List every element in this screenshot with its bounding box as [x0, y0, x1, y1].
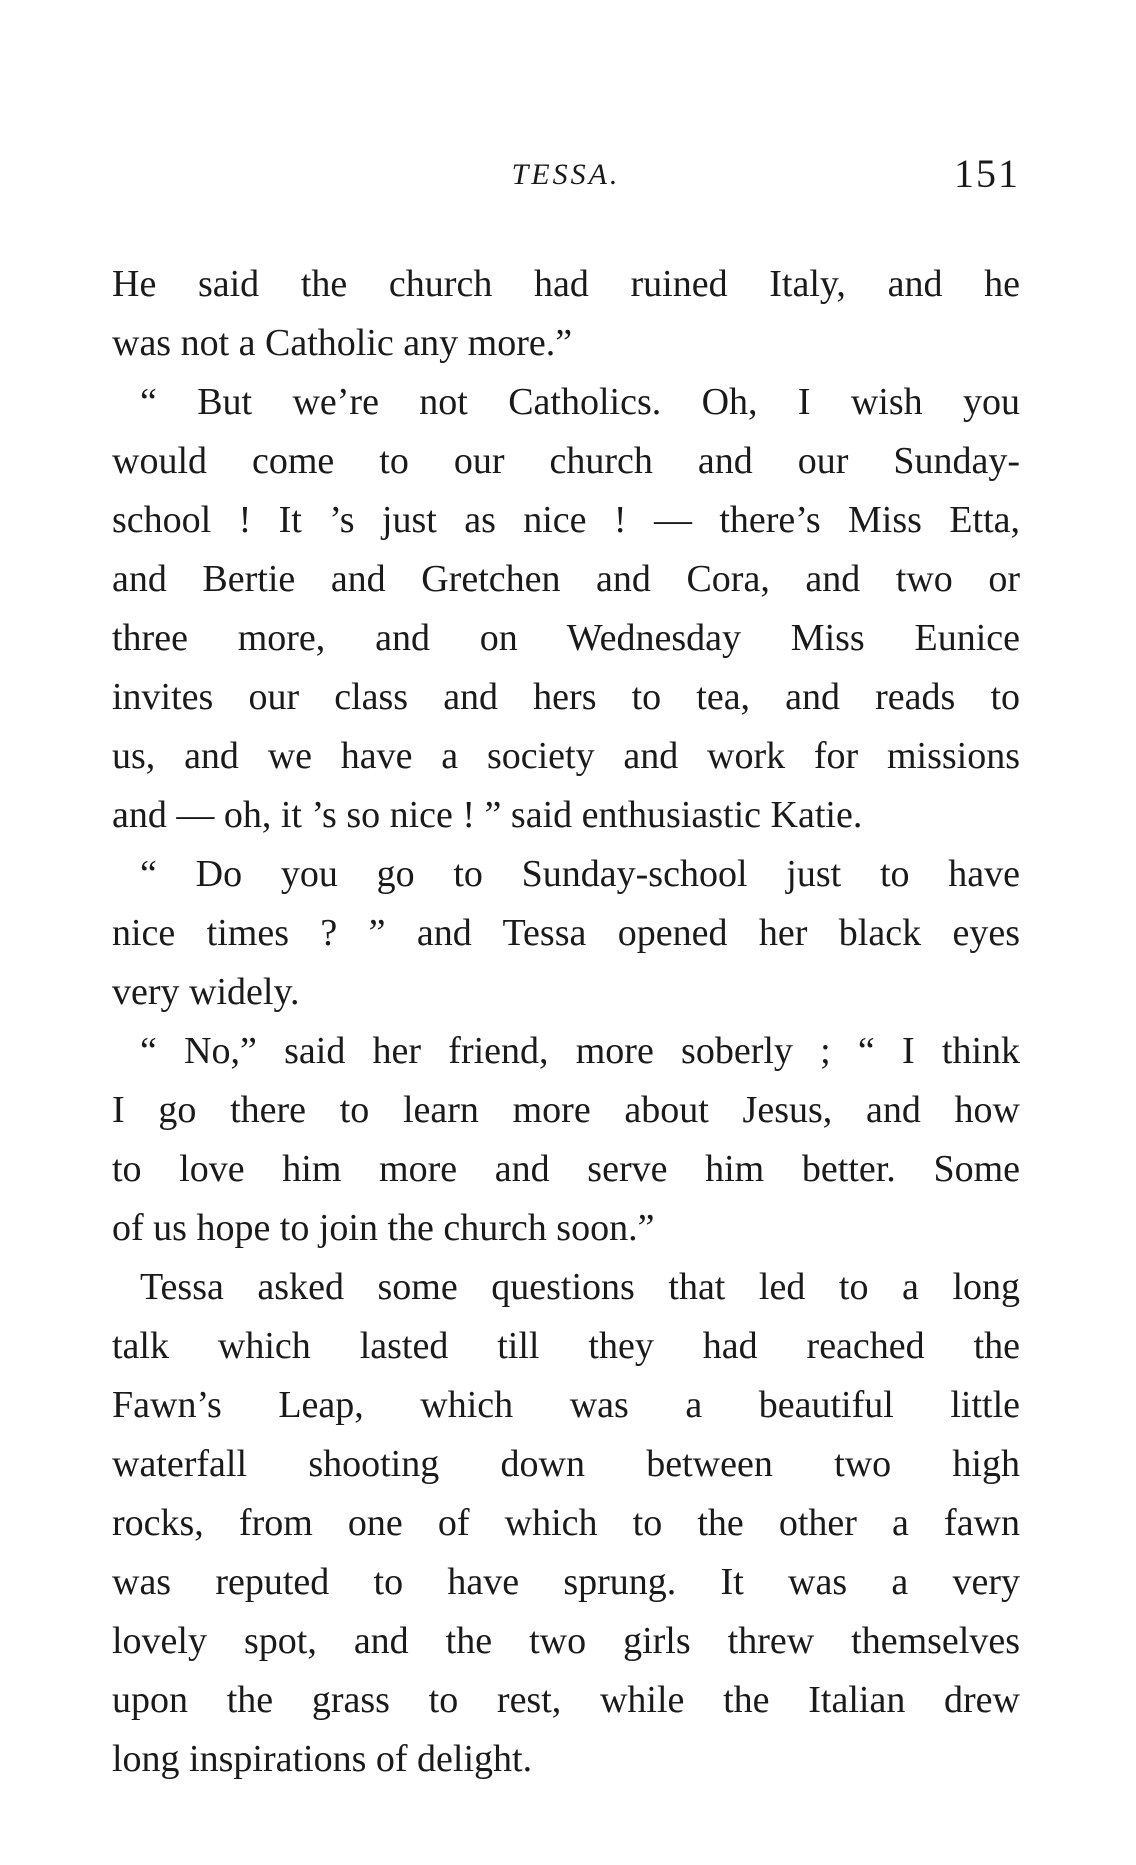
text-line: to love him more and serve him better. Some — [112, 1148, 1020, 1190]
text-line: was reputed to have sprung. It was a very — [112, 1561, 1020, 1603]
body-text — [112, 255, 1020, 1789]
text-line: rocks, from one of which to the other a fawn — [112, 1502, 1020, 1544]
text-line: would come to our church and our Sunday- — [112, 440, 1020, 482]
text-line: three more, and on Wednesday Miss Eunice — [112, 617, 1020, 659]
text-line: and Bertie and Gretchen and Cora, and two or — [112, 558, 1020, 600]
text-line: He said the church had ruined Italy, and he — [112, 263, 1020, 305]
running-title: TESSA. — [511, 158, 621, 191]
text-line: upon the grass to rest, while the Italian drew — [112, 1679, 1020, 1721]
page-number: 151 — [954, 151, 1020, 196]
text-line: talk which lasted till they had reached the — [112, 1325, 1020, 1367]
text-line: “ Do you go to Sunday-school just to have — [140, 853, 1020, 895]
text-line: Fawn’s Leap, which was a beautiful little — [112, 1384, 1020, 1426]
text-line: waterfall shooting down between two high — [112, 1443, 1020, 1485]
text-line: lovely spot, and the two girls threw themselves — [112, 1620, 1020, 1662]
text-line: “ No,” said her friend, more soberly ; “ I think — [140, 1030, 1020, 1072]
text-line: Tessa asked some questions that led to a long — [140, 1266, 1020, 1308]
text-line: of us hope to join the church soon.” — [112, 1207, 655, 1249]
page-header — [112, 150, 1020, 210]
text-line: invites our class and hers to tea, and reads to — [112, 676, 1020, 718]
text-line: nice times ? ” and Tessa opened her black eyes — [112, 912, 1020, 954]
text-line: was not a Catholic any more.” — [112, 322, 573, 364]
text-line: school ! It ’s just as nice ! — there’s Miss Etta, — [112, 499, 1020, 541]
text-line: long inspirations of delight. — [112, 1738, 533, 1780]
text-line: very widely. — [112, 971, 300, 1013]
text-line: “ But we’re not Catholics. Oh, I wish you — [140, 381, 1020, 423]
text-line: I go there to learn more about Jesus, and how — [112, 1089, 1020, 1131]
text-line: and — oh, it ’s so nice ! ” said enthusiastic Katie. — [112, 794, 863, 836]
text-line: us, and we have a society and work for missions — [112, 735, 1020, 777]
